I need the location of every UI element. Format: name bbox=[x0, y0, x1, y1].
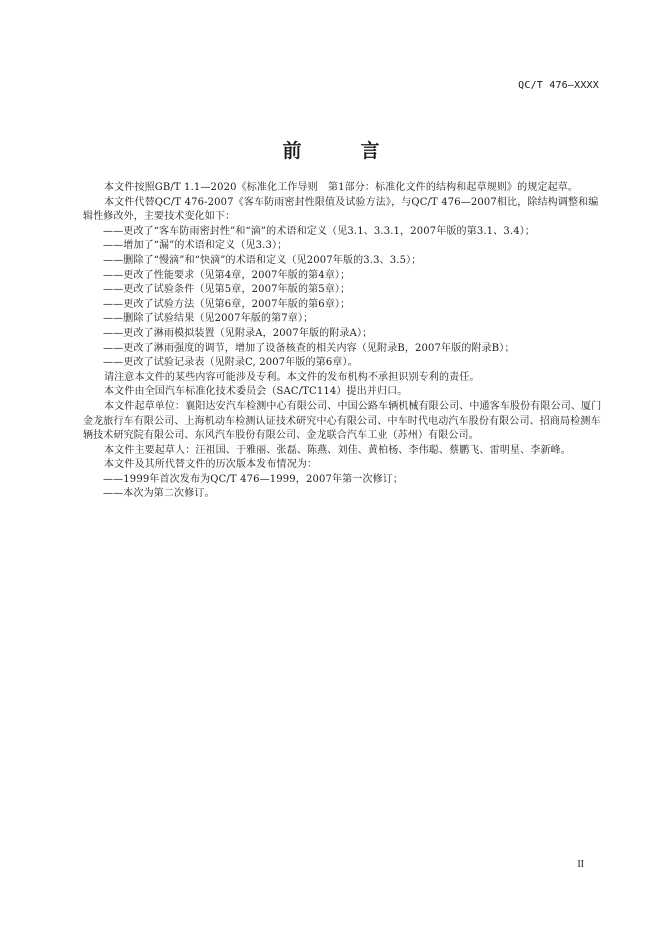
change-item: ——更改了淋雨强度的调节，增加了设备核查的相关内容（见附录B，2007年版的附录B）； bbox=[103, 342, 515, 354]
change-item: ——更改了“客车防雨密封性”和“滴”的术语和定义（见3.1、3.3.1，2007年版的第3.1、3.4）； bbox=[103, 225, 536, 237]
paragraph-history-intro: 本文件及其所代替文件的历次版本发布情况为： bbox=[104, 459, 318, 471]
paragraph-drafting-units: 本文件起草单位：襄阳达安汽车检测中心有限公司、中国公路车辆机械有限公司、中通客车股份有限公司、厦门金龙旅行车有限公司、上海机动车检测认证技术研究中心有限公司、中车时代电动汽车股份有限公司、招商局检测车辆技术研究院有限公司、东风汽车股份有限公司、金龙联合汽车工业（苏州）有限公司。 bbox=[83, 400, 602, 442]
change-item: ——更改了试验方法（见第6章，2007年版的第6章）； bbox=[103, 298, 351, 310]
history-item: ——本次为第二次修订。 bbox=[103, 488, 215, 500]
foreword-body bbox=[83, 181, 602, 502]
page-title: 前 言 bbox=[282, 140, 400, 162]
change-item: ——删除了试验结果（见2007年版的第7章）； bbox=[103, 313, 314, 325]
document-code: QC/T 476—XXXX bbox=[518, 80, 599, 91]
paragraph-replacement: 本文件代替QC/T 476-2007《客车防雨密封性限值及试验方法》，与QC/T 476—2007相比，除结构调整和编辑性修改外，主要技术变化如下： bbox=[83, 196, 599, 223]
paragraph-drafters: 本文件主要起草人：汪祖国、于雅丽、张磊、陈燕、刘佳、黄柏杨、李伟聪、蔡鹏飞、雷明星、李新峰。 bbox=[104, 444, 571, 456]
paragraph-patent-notice: 请注意本文件的某些内容可能涉及专利。本文件的发布机构不承担识别专利的责任。 bbox=[104, 371, 480, 383]
change-item: ——增加了“漏”的术语和定义（见3.3）； bbox=[103, 240, 288, 252]
paragraph-proposer: 本文件由全国汽车标准化技术委员会（SAC/TC114）提出并归口。 bbox=[104, 386, 408, 398]
history-item: ——1999年首次发布为QC/T 476—1999，2007年第一次修订； bbox=[103, 473, 404, 485]
change-item: ——更改了性能要求（见第4章，2007年版的第4章）； bbox=[103, 269, 351, 281]
page-number: II bbox=[577, 859, 584, 870]
change-item: ——更改了淋雨模拟装置（见附录A，2007年版的附录A）； bbox=[103, 327, 373, 339]
change-item: ——删除了“慢滴”和“快滴”的术语和定义（见2007年版的3.3、3.5）； bbox=[103, 254, 422, 266]
change-item: ——更改了试验记录表（见附录C, 2007年版的第6章）。 bbox=[103, 357, 358, 369]
paragraph-drafting-rules: 本文件按照GB/T 1.1—2020《标准化工作导则 第1部分：标准化文件的结构和起草规则》的规定起草。 bbox=[104, 182, 579, 193]
change-item: ——更改了试验条件（见第5章，2007年版的第5章）； bbox=[103, 284, 351, 296]
